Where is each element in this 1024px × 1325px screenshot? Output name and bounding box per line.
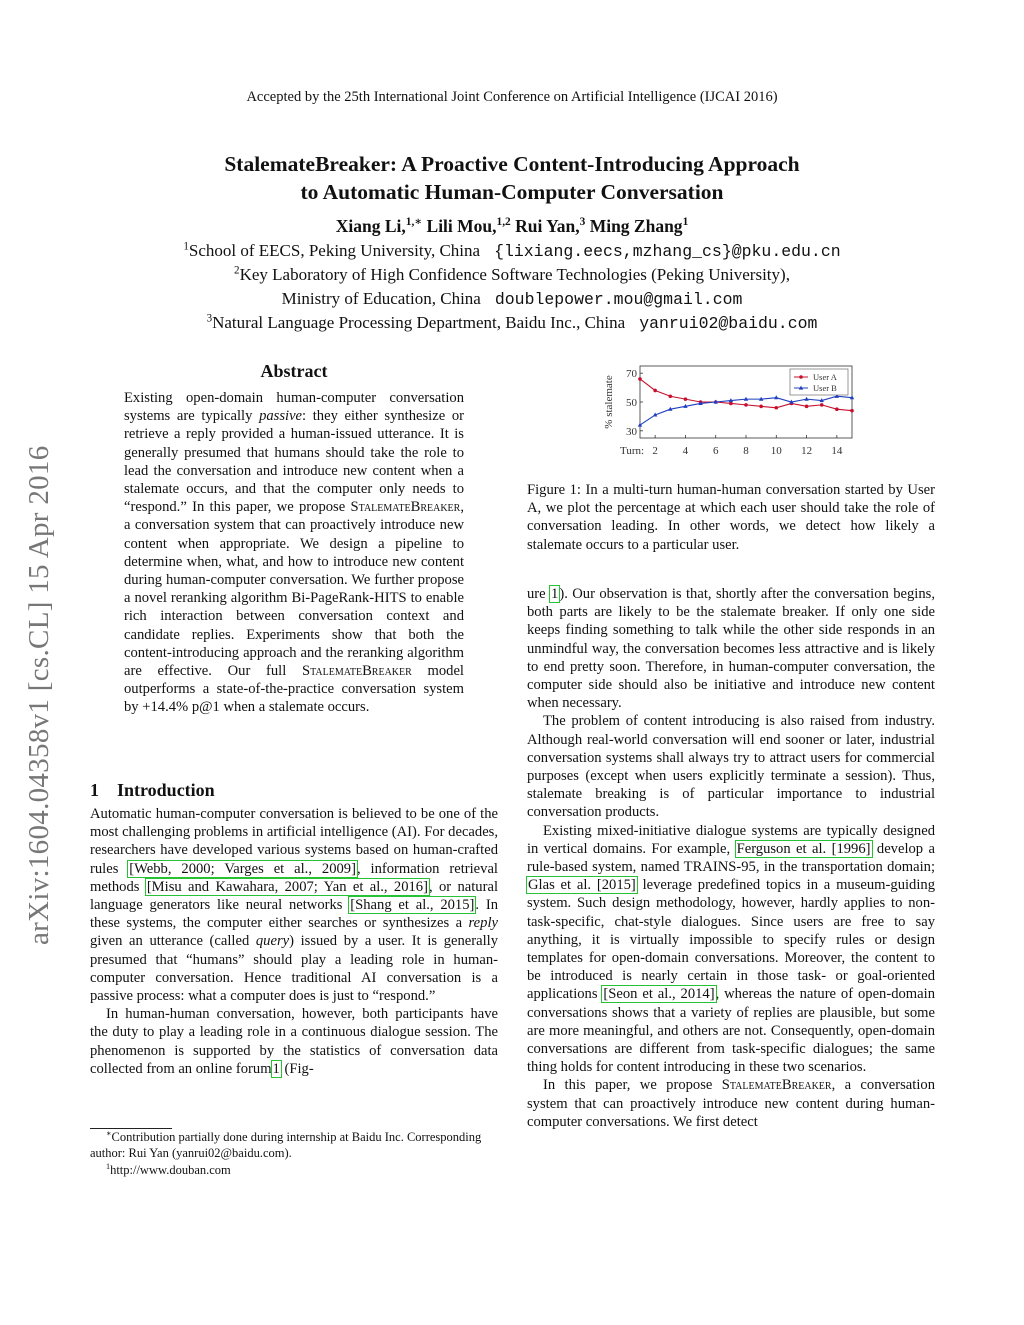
para-text: ure bbox=[527, 586, 551, 602]
data-point bbox=[638, 377, 642, 381]
affiliation-sup: 3 bbox=[206, 312, 213, 325]
para-text: , a conversation system that can proactively introduce new content during human-computer conversations. We first detect bbox=[527, 1077, 935, 1130]
data-point bbox=[820, 403, 824, 407]
author-sup: 3 bbox=[579, 216, 586, 229]
para-text: In human-human conversation, however, both participants have the duty to play a leading role in a continuous dialogue session. The phenomenon is supported by the statistics of conversation data collected from an online forum bbox=[90, 1006, 498, 1077]
x-axis-label: Turn: bbox=[620, 445, 645, 457]
paper-title bbox=[112, 150, 912, 206]
affiliation-1 bbox=[60, 239, 964, 263]
footnote-text: Contribution partially done during internship at Baidu Inc. Corresponding author: Rui Yan (yanrui02@baidu.com). bbox=[90, 1130, 482, 1160]
citation-link[interactable]: [Shang et al., 2015] bbox=[350, 897, 475, 914]
section-number: 1 bbox=[90, 780, 99, 800]
title-line-1: StalemateBreaker: A Proactive Content-Introducing Approach bbox=[224, 152, 800, 176]
intro-paragraph-3: The problem of content introducing is also raised from industry. Although real-world conversation will end sooner or later, industrial conversation systems shall always try to attract users for commercial purposes (except when users explicitly terminate a session). Thus, stalemate breaking is of particular importance to industrial conversation products. bbox=[527, 713, 935, 821]
data-point bbox=[759, 405, 763, 409]
affiliation-text: Key Laboratory of High Confidence Software Technologies (Peking University), bbox=[239, 265, 790, 284]
legend-label: User B bbox=[813, 383, 837, 393]
citation-link[interactable]: 1 bbox=[551, 586, 559, 602]
intro-paragraph-4 bbox=[527, 822, 935, 1077]
para-text: , or natural language generators like neural networks bbox=[90, 878, 498, 914]
legend-label: User A bbox=[813, 372, 837, 382]
affiliation-text: Natural Language Processing Department, Baidu Inc., China bbox=[212, 313, 626, 332]
author-name: Rui Yan, bbox=[510, 216, 580, 236]
para-text: . In these systems, the computer either searches or synthesizes a bbox=[90, 897, 498, 932]
citation-link[interactable]: [Seon et al., 2014] bbox=[603, 986, 715, 1003]
affiliation-sup: 1 bbox=[183, 240, 189, 253]
figure-1-chart bbox=[600, 360, 860, 460]
affiliation-text: Ministry of Education, China bbox=[281, 289, 481, 308]
abstract-text: : they either synthesize or retrieve a reply provided a human-issued utterance. It is generally presumed that humans should take the role to lead the conversation and introduce new content when a stalemate occurs, and that the computer only needs to “respond.” In this paper, we propose bbox=[124, 408, 464, 516]
x-tick-label: 4 bbox=[682, 445, 689, 457]
para-text: ) issued by a user. It is generally presumed that “humans” should play a leading role in human-computer conversation. Hence traditional AI conversation is a passive process: what a computer does is just to “respond.” bbox=[90, 933, 498, 1005]
legend-marker bbox=[799, 375, 803, 379]
intro-left-column bbox=[90, 805, 498, 1078]
intro-paragraph-2-continued bbox=[527, 585, 935, 712]
para-text: develop a rule-based system, named TRAINS-95, in the transportation domain; bbox=[527, 840, 935, 876]
system-name: StalemateBreaker bbox=[350, 499, 461, 516]
para-text: In this paper, we propose bbox=[543, 1077, 722, 1094]
author-list bbox=[112, 216, 912, 237]
title-line-2: to Automatic Human-Computer Conversation bbox=[300, 180, 724, 204]
x-tick-label: 6 bbox=[712, 445, 719, 457]
affiliation-email: yanrui02@baidu.com bbox=[639, 314, 818, 333]
abstract-text: , a conversation system that can proactively introduce new content when appropriate. We design a pipeline to determine when, what, and how to introduce new content during human-computer conversation. We further propose a novel reranking algorithm Bi-PageRank-HITS to enable rich interaction between conversation context and candidate replies. Experiments show that both the content-introducing approach and the reranking algorithm are effective. Our full bbox=[124, 499, 464, 680]
citation-link[interactable]: [Misu and Kawahara, 2007; Yan et al., 2016] bbox=[146, 878, 428, 895]
x-tick-label: 14 bbox=[831, 445, 843, 457]
citation-link[interactable]: [Webb, 2000; Varges et al., 2009] bbox=[129, 860, 356, 877]
intro-paragraph-2 bbox=[90, 1005, 498, 1078]
para-text: (Fig- bbox=[280, 1060, 314, 1077]
conference-header: Accepted by the 25th International Joint Conference on Artificial Intelligence (IJCAI 2016) bbox=[246, 89, 778, 105]
y-tick-label: 50 bbox=[626, 397, 637, 409]
author-sup: 1,2 bbox=[496, 216, 511, 229]
citation-link[interactable]: 1 bbox=[272, 1060, 280, 1077]
footnote-mark: 1 bbox=[106, 1161, 111, 1171]
para-text: ). Our observation is that, shortly after the conversation begins, both parts are likely to be the stalemate breaker. If only one side keeps finding something to talk while the other side responds in an unmindful way, the conversation becomes less attractive and is likely to end pretty soon. Therefore, in human-computer conversation, the computer side should also be initiative and introduce new content when necessary. bbox=[527, 586, 935, 712]
system-name: StalemateBreaker bbox=[721, 1077, 832, 1094]
stalemate-line-chart bbox=[600, 360, 860, 460]
data-point bbox=[684, 397, 688, 401]
footnote-text: http://www.douban.com bbox=[110, 1163, 231, 1177]
citation-link[interactable]: Glas et al. [2015] bbox=[528, 877, 636, 894]
section-title: Introduction bbox=[117, 780, 215, 800]
footnote-mark: ∗ bbox=[106, 1128, 112, 1138]
para-text: given an utterance (called bbox=[90, 933, 256, 950]
affiliation-sup: 2 bbox=[234, 264, 240, 277]
affiliation-2-cont bbox=[60, 287, 964, 311]
x-tick-label: 12 bbox=[801, 445, 813, 457]
abstract-text: Existing open-domain human-computer conversation systems are typically bbox=[124, 390, 464, 425]
affiliation-email: {lixiang.eecs,mzhang_cs}@pku.edu.cn bbox=[494, 242, 841, 261]
para-text: leverage predefined topics in a museum-guiding system. Such design methodology, however, hardly applies to non-task-specific, chat-style dialogues. Since users are free to say anything, it is virtually impossible to specify rules or design templates for open-domain conversations. Moreover, the content to be introduced is nearly certain in those task- or goal-oriented applications bbox=[527, 877, 935, 1003]
system-name: StalemateBreaker bbox=[301, 663, 412, 680]
data-point bbox=[744, 403, 748, 407]
x-tick-label: 2 bbox=[652, 445, 658, 457]
affiliation-3 bbox=[60, 311, 964, 335]
author-name: Ming Zhang bbox=[585, 216, 683, 236]
abstract-text: model outperforms a state-of-the-practice conversation system by +14.4% p@1 when a stalemate occurs. bbox=[124, 663, 464, 716]
emph-text: reply bbox=[468, 915, 498, 932]
author-name: Lili Mou, bbox=[422, 216, 497, 236]
para-text: Existing mixed-initiative dialogue systems are typically designed in vertical domains. For example, bbox=[527, 822, 935, 857]
intro-right-column bbox=[527, 585, 935, 1131]
affiliation-email: doublepower.mou@gmail.com bbox=[494, 290, 743, 309]
data-point bbox=[774, 406, 778, 410]
y-tick-label: 70 bbox=[626, 368, 637, 381]
footnote-1 bbox=[90, 1162, 498, 1178]
figure-1-caption: Figure 1: In a multi-turn human-human conversation started by User A, we plot the percentage at which each user should take the role of conversation leading. In other words, we detect how likely a stalemate occurs to a particular user. bbox=[527, 482, 935, 553]
footnote-star bbox=[90, 1129, 498, 1161]
data-point bbox=[729, 402, 733, 406]
para-text: , information retrieval methods bbox=[90, 860, 498, 895]
author-sup: 1 bbox=[682, 216, 689, 229]
intro-paragraph-1 bbox=[90, 805, 498, 1005]
data-point bbox=[805, 405, 809, 409]
author-name: Xiang Li, bbox=[335, 216, 406, 236]
intro-paragraph-5 bbox=[527, 1076, 935, 1131]
arxiv-stamp: arXiv:1604.04358v1 [cs.CL] 15 Apr 2016 bbox=[23, 445, 55, 945]
data-point bbox=[668, 394, 672, 398]
affiliation-2 bbox=[60, 263, 964, 286]
abstract-heading: Abstract bbox=[260, 361, 328, 381]
emph-text: query bbox=[255, 933, 290, 950]
abstract-body bbox=[124, 389, 464, 717]
abstract-emph: passive bbox=[259, 408, 303, 425]
data-point bbox=[653, 389, 657, 393]
y-tick-label: 30 bbox=[626, 425, 637, 438]
citation-link[interactable]: Ferguson et al. [1996] bbox=[736, 840, 871, 857]
y-axis-label: % stalemate bbox=[603, 375, 615, 429]
x-tick-label: 8 bbox=[743, 445, 749, 457]
x-tick-label: 10 bbox=[770, 445, 782, 457]
author-sup: 1,∗ bbox=[405, 216, 423, 229]
data-point bbox=[835, 407, 839, 411]
data-point bbox=[850, 409, 854, 413]
para-text: , whereas the nature of open-domain conversations shows that a variety of replies are plausible, but some are more meaningful, and others are not. Consequently, open-domain conversations are different from task-specific dialogues; the same thing holds for content introducing in these two scenarios. bbox=[527, 986, 935, 1076]
para-text: Automatic human-computer conversation is believed to be one of the most challenging problems in artificial intelligence (AI). For decades, researchers have developed various systems based on human-crafted rules bbox=[90, 806, 498, 877]
section-heading-introduction bbox=[90, 780, 215, 801]
affiliation-text: School of EECS, Peking University, China bbox=[188, 241, 481, 260]
